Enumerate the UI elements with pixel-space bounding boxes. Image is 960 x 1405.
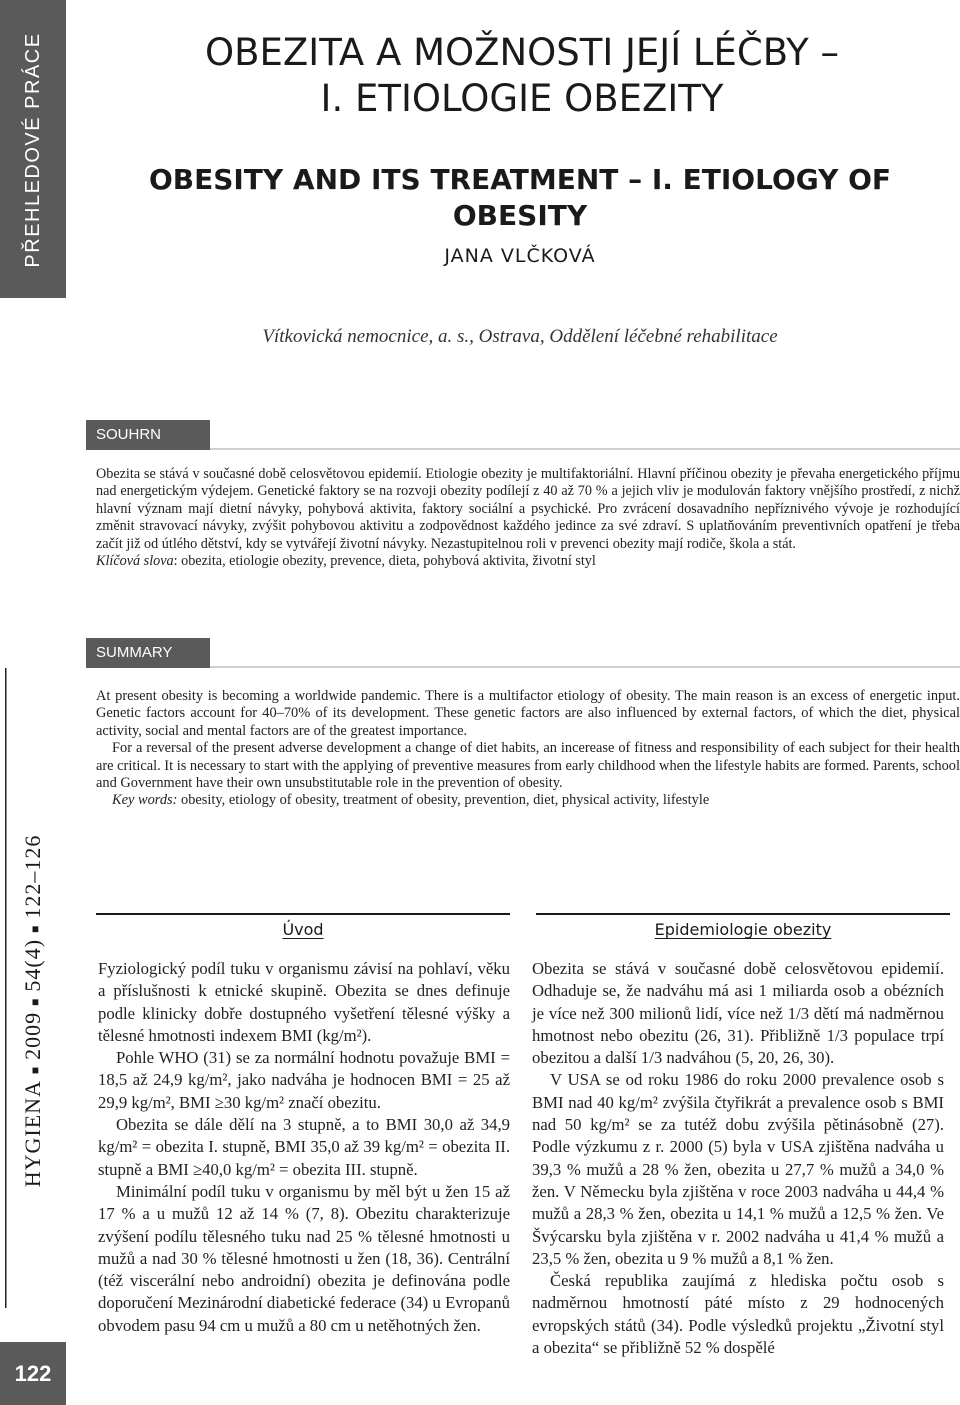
- summary-keywords-label: Key words:: [112, 792, 178, 809]
- body-paragraph: Pohle WHO (31) se za normální hodnotu považuje BMI = 18,5 až 24,9 kg/m², jako nadváha je hodnocen BMI = 25 až 29,9 kg/m², BMI ≥30 kg/m² značí obezitu.: [98, 1048, 510, 1112]
- body-paragraph: Fyziologický podíl tuku v organismu závisí na pohlaví, věku a příslušnosti k etnické skupině. Obezita se dnes definuje podle klinicky dobře dostupného vyšetření tělesné výšky a tělesné hmotnosti indexem BMI (kg/m²).: [98, 959, 510, 1045]
- summary-para-2: For a reversal of the present adverse development a change of diet habits, an incerease of fitness and responsibility of each subject for their health are critical. It is necessary to start with the applying of preventive measures from early childhood when the lifestyle habits are formed. Parents, school and Government have their own unsubstitutable role in the prevention of obesity.: [96, 740, 960, 792]
- body-paragraph: Minimální podíl tuku v organismu by měl být u žen 15 až 17 % a u mužů 12 až 14 % (7, 8). Obezitu charakterizuje zvýšení podílu tělesného tuku nad 25 % tělesné hmotnosti u mužů a nad 30 % tělesné hmotnosti u žen (18, 36). Centrální (též viscerální nebo androidní) obezita je definována podle doporučení Mezinárodní diabetické federace (34) u Evropanů obvodem pasu 94 cm u mužů a 80 cm u netěhotných žen.: [98, 1181, 510, 1335]
- journal-year: 2009: [20, 1011, 46, 1060]
- left-column-rule: [96, 913, 510, 915]
- journal-name: HYGIENA: [20, 1080, 46, 1188]
- body-paragraph: Obezita se stává v současné době celosvětovou epidemií. Odhaduje se, že nadváhu má asi 1 miliarda osob a obézních je více než 300 milionů lidí, více než 1/3 dětí má nadměrnou hmotnost nebo obezitu (26, 31). Přibližně 1/3 populace trpí obezitou a další 1/3 nadváhou (5, 20, 26, 30).: [532, 959, 944, 1068]
- souhrn-heading: SOUHRN: [86, 420, 210, 450]
- summary-keywords: obesity, etiology of obesity, treatment of obesity, prevention, diet, physical activity, lifestyle: [177, 792, 710, 809]
- author: JANA VLČKOVÁ: [444, 245, 596, 267]
- summary-para-1: At present obesity is becoming a worldwide pandemic. There is a multifactor etiology of obesity. The main reason is an excess of energetic input. Genetic factors account for 40–70% of its development. These genetic factors are also influenced by external factors, of which the diet, physical activity, social and mental factors are of the greatest importance.: [96, 688, 960, 739]
- epidemiologie-heading: Epidemiologie obezity: [654, 920, 832, 939]
- article-title-english: OBESITY AND ITS TREATMENT – I. ETIOLOGY OF OBESITY: [148, 163, 892, 232]
- souhrn-rule: [210, 420, 960, 450]
- title-line-2: I. ETIOLOGIE OBEZITY: [320, 77, 724, 120]
- article-title: [112, 30, 932, 122]
- journal-volume: 54(4): [20, 938, 46, 992]
- body-paragraph: Obezita se dále dělí na 3 stupně, a to BMI 30,0 až 34,9 kg/m² = obezita I. stupně, BMI 35,0 až 39 kg/m² = obezita II. stupně a BMI ≥40,0 kg/m² = obezita III. stupně.: [98, 1115, 510, 1179]
- right-column: [532, 958, 944, 1359]
- uvod-heading: Úvod: [282, 920, 324, 939]
- right-column-rule: [536, 913, 950, 915]
- separator-icon: ■: [27, 924, 42, 933]
- sidebar-rule: [0, 668, 12, 1308]
- separator-icon: ■: [27, 1065, 42, 1075]
- section-label: PŘEHLEDOVÉ PRÁCE: [22, 32, 44, 268]
- summary-rule: [210, 638, 960, 668]
- souhrn-abstract: [96, 466, 960, 570]
- section-sidebar: [0, 0, 66, 298]
- journal-pages: 122–126: [20, 834, 46, 919]
- summary-abstract: [96, 688, 960, 810]
- left-column: [98, 958, 510, 1337]
- body-paragraph: V USA se od roku 1986 do roku 2000 prevalence osob s BMI nad 40 kg/m² zvýšila čtyřikrát a prevalence osob s BMI nad 50 kg/m² se za tutéž dobu zvýšila pětinásobně (27). Podle výzkumu z r. 2000 (5) byla v USA zjištěna nadváha u 39,3 % mužů a 28 % žen, obezita u 27,7 % mužů a 34,0 % žen. V Německu byla zjištěna v roce 2003 nadváha u 44,4 % mužů a 28,3 % žen, obezita u 14,1 % mužů a 12,5 % žen. Ve Švýcarsku byla zjištěna v r. 2002 nadváha u 41,4 % mužů a 23,5 % žen, obezita u 9 % mužů a 8,1 % žen.: [532, 1070, 944, 1268]
- title-line-1: OBEZITA A MOŽNOSTI JEJÍ LÉČBY –: [205, 31, 839, 74]
- journal-citation: [19, 761, 49, 1261]
- souhrn-keywords: : obezita, etiologie obezity, prevence, dieta, pohybová aktivita, životní styl: [173, 553, 596, 570]
- page-number: 122: [0, 1342, 66, 1405]
- affiliation: Vítkovická nemocnice, a. s., Ostrava, Oddělení léčebné rehabilitace: [262, 326, 778, 347]
- summary-heading: SUMMARY: [86, 638, 210, 668]
- separator-icon: ■: [27, 997, 42, 1006]
- souhrn-text: Obezita se stává v současné době celosvětovou epidemií. Etiologie obezity je multifaktoriální. Hlavní příčinou obezity je převaha energetického příjmu nad energetickým výdejem. Genetické faktory se na rozvoji obezity podílejí z 40 až 70 % a jejich vliv je modulován faktory vnějšího prostředí, z nichž hlavní význam mají dietní návyky, pohybová aktivita, faktory sociální a psychické. Pro zvrácení dosavadního nepříznivého vývoje je rozhodující změnit stravovací návyky, zvýšit pohybovou aktivitu a zodpovědnost každého jedince za své zdraví. S uplatňováním preventivních opatření je třeba začít již od útlého dětství, kdy se vytvářejí životní návyky. Nezastupitelnou roli v prevenci obezity mají rodiče, škola a stát.: [96, 466, 960, 552]
- souhrn-keywords-label: Klíčová slova: [96, 553, 174, 570]
- body-paragraph: Česká republika zaujímá z hlediska počtu osob s nadměrnou hmotností páté místo z 29 hodnocených evropských států (34). Podle výsledků projektu „Životní styl a obezita“ se přibližně 52 % dospělé: [532, 1271, 944, 1358]
